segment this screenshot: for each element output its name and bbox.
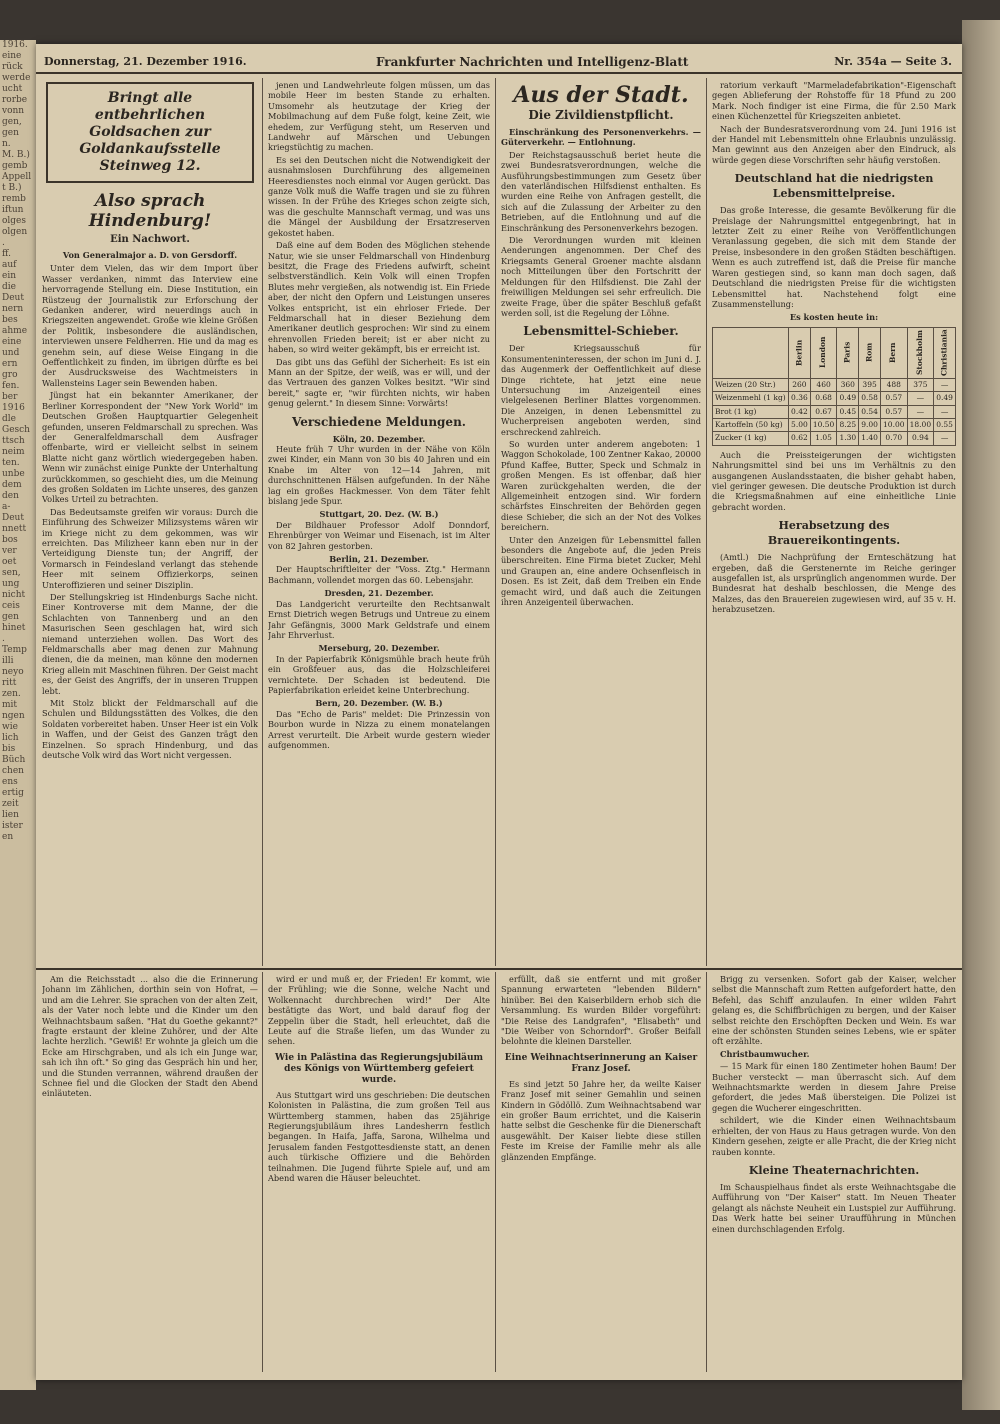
table-cell: 5.00: [789, 418, 811, 431]
lower-column-1: [42, 974, 258, 1372]
table-cell: 0.45: [837, 405, 859, 418]
article-subtitle: Ein Nachwort.: [110, 234, 190, 245]
book-spine-edge: [962, 20, 1000, 1410]
table-cell: 0.62: [789, 432, 811, 445]
article-title-zivildienst: Die Zivildienstpflicht.: [528, 108, 674, 122]
table-cell: —: [934, 378, 956, 391]
lower-column-4: [712, 974, 956, 1372]
paragraph: Das gibt uns das Gefühl der Sicherheit: Es ist ein Mann an der Spitze, der weiß, was er will, und der das Vertrauen des ganzen Volkes besitzt. "Wir sind bereit," sagte er, "wir fürchten nichts, wir haben genug gelernt." In diesem Sinne: Vorwärts!: [268, 356, 490, 409]
table-cell: 8.25: [837, 418, 859, 431]
paragraph: — 15 Mark für einen 180 Zentimeter hohen Baum! Der Bucher versteckt — man überrascht sich. Auf dem Weihnachtsmarkte werden in diesem Jahre Preise gefordert, die jedes Maß übersteigen. Die Polizei ist gegen die Wucherer eingeschritten.: [712, 1061, 956, 1113]
table-header-city: London: [810, 327, 837, 378]
article-title-brauerei: Herabsetzung des Brauereikontingents.: [767, 519, 901, 548]
table-cell: —: [907, 392, 934, 405]
article-title-christbaum: Christbaumwucher.: [720, 1048, 810, 1059]
news-item-dateline: Stuttgart, 20. Dez. (W. B.): [319, 509, 439, 520]
table-row: [713, 378, 956, 391]
article-title-palaestina: Wie in Palästina das Regierungsjubiläum des Königs von Württemberg gefeiert wurde.: [274, 1052, 484, 1085]
table-cell: 488: [880, 378, 907, 391]
table-caption: Es kosten heute in:: [789, 312, 879, 323]
paragraph: Der Kriegsausschuß für Konsumenteninteressen, der schon im Juni d. J. das Augenmerk der Oeffentlichkeit auf diese Dinge richtete, hat jetzt eine neue Untersuchung im Anzeigenteil eines vielgelesenen Berliner Blattes vorgenommen. Die Anzeigen, in denen Lebensmittel zu Wucherpreisen angeboten werden, sind erschreckend zahlreich.: [501, 343, 701, 437]
news-item-dateline: Merseburg, 20. Dezember.: [318, 643, 440, 654]
article-author: Von Generalmajor a. D. von Gersdorff.: [62, 250, 238, 260]
table-cell: —: [934, 405, 956, 418]
table-row-label: Brot (1 kg): [713, 405, 789, 418]
table-header-city: Stockholm: [907, 327, 934, 378]
paragraph: (Amtl.) Die Nachprüfung der Ernteschätzung hat ergeben, daß die Gerstenernte im Reiche geringer ausgefallen ist, als ursprünglich angenommen wurde. Der Bundesrat hat deshalb beschlossen, die Menge des Malzes, das den Brauereien zugewiesen wird, auf 35 v. H. herabzusetzen.: [712, 552, 956, 615]
paragraph: Daß eine auf dem Boden des Möglichen stehende Natur, wie sie unser Feldmarschall von Hindenburg besitzt, die Frage des Friedens aufwirft, scheint selbstverständlich. Kein Volk will einen Tropfen Blutes mehr vergießen, als notwendig ist. Ein Friede aber, der nicht den Opfern und Leistungen unseres Volkes entspricht, ist ein ehrloser Friede. Der Feldmarschall hat in dieser Beziehung dem Amerikaner deutlich gesprochen: Wir sind zu einem ehrenvollen Frieden bereit; ist er aber nicht zu haben, so wird weiter gekämpft, bis er erreicht ist.: [268, 240, 490, 355]
paragraph: Der Reichstagsausschuß beriet heute die zwei Bundesratsverordnungen, welche die Ausführungsbestimmungen zum Gesetz über den vaterländischen Hilfsdienst enthalten. Es wurden eine Reihe von Anfragen gestellt, die sich auf die Zulassung der Arbeiter zu den Betrieben, auf die Entlohnung und auf die Einschränkung des Personenverkehrs bezogen.: [501, 149, 701, 233]
paragraph: Unter dem Vielen, das wir dem Import über Wasser verdanken, nimmt das Interview eine hervorragende Stellung ein. Diese Institution, ein Rüstzeug der Journalistik zur Erforschung der Gedanken anderer, wird neuerdings auch in Kriegszeiten angewendet. Große wie kleine Größen der Politik, insbesondere die ausländischen, interviewen unsere Feldherren. Hie und da mag es genehm sein, auf diese Weise Eingang in die Oeffentlichkeit zu finden, im übrigen dürfte es bei der Ausdrucksweise des Wachtmeisters in Wallensteins Lager sein Bewenden haben.: [42, 263, 258, 388]
table-row: [713, 405, 956, 418]
table-cell: 375: [907, 378, 934, 391]
table-cell: 395: [859, 378, 881, 391]
section-title-stadt: Aus der Stadt.: [513, 82, 689, 108]
news-items-list: [268, 434, 490, 751]
table-header-city: Paris: [837, 327, 859, 378]
table-cell: 0.49: [837, 392, 859, 405]
issue-date: Donnerstag, 21. Dezember 1916.: [44, 55, 247, 68]
table-header-city: Berlin: [789, 327, 811, 378]
table-row-label: Zucker (1 kg): [713, 432, 789, 445]
table-cell: 0.49: [934, 392, 956, 405]
paragraph: Im Schauspielhaus findet als erste Weihnachtsgabe die Aufführung von "Der Kaiser" statt. Im Neuen Theater gelangt als nächste Neuheit ein Lustspiel zur Aufführung. Das Werk hatte bei seiner Uraufführung in München einen durchschlagenden Erfolg.: [712, 1181, 956, 1234]
article-title-schieber: Lebensmittel-Schieber.: [523, 324, 679, 339]
paragraph: Jüngst hat ein bekannter Amerikaner, der Berliner Korrespondent der "New York World" im Deutschen Großen Hauptquartier Gelegenheit gefunden, unseren Feldmarschall zu sprechen. Was der Generalfeldmarschall dem Ausfrager offenbarte, wird er vielleicht selbst in seinem Blatte nicht ganz wörtlich wiedergegeben haben. Wenn wir zunächst einige Punkte der Unterhaltung zurückkommen, so geschieht dies, um die Meinung des großen Soldaten im Lichte unseres, des ganzen Volkes Urteil zu betrachten.: [42, 390, 258, 505]
table-row-label: Kartoffeln (50 kg): [713, 418, 789, 431]
table-cell: 0.36: [789, 392, 811, 405]
article-title-meldungen: Verschiedene Meldungen.: [292, 414, 466, 429]
paragraph: Es sind jetzt 50 Jahre her, da weilte Kaiser Franz Josef mit seiner Gemahlin und seinen Kindern in Gödöllö. Zum Weihnachtsabend war ein großer Baum errichtet, und die Kaiserin hatte selbst die Geschenke für die Dienerschaft ausgewählt. Der Kaiser liebte diese stillen Feste im Kreise der Familie mehr als alle glänzenden Empfänge.: [501, 1078, 701, 1162]
table-header-city: Bern: [880, 327, 907, 378]
table-cell: 1.30: [837, 432, 859, 445]
news-item-dateline: Berlin, 21. Dezember.: [329, 554, 429, 565]
paragraph: So wurden unter anderem angeboten: 1 Waggon Schokolade, 100 Zentner Kakao, 20000 Pfund Kaffee, Butter, Speck und Schmalz in großen Mengen. Es ist offenbar, daß hier Waren zurückgehalten werden, die der Allgemeinheit entzogen sind. Wir fordern schärfstes Einschreiten der Behörden gegen diese Schieber, die sich an der Not des Volkes bereichern.: [501, 438, 701, 533]
paragraph: wird er und muß er, der Frieden! Er kommt, wie der Frühling; wie die Sonne, welche Nacht und Wolkennacht durchbrechen wird!" Der Alte bestätigte das Wort, und bald darauf flog der Zeppelin über die Stadt, hell erleuchtet, daß die Leute auf die Straße liefen, um das Wunder zu sehen.: [268, 974, 490, 1047]
paragraph: Am die Reichsstadt ... also die die Erinnerung Johann im Zählichen, dorthin sein von Hofrat, — und am die Lehrer. Sie sprachen von der alten Zeit, als der Vater noch lebte und die Kinder um den Weihnachtsbaum saßen. "Hat du Goethe gekannt?" fragte erstaunt der kleine Zuhörer, und der Alte lachte herzlich. "Gewiß! Er wohnte ja gleich um die Ecke am Hirschgraben, und als ich ein Junge war, sah ich ihn oft." So ging das Gespräch hin und her, und die Stunden verrannen, während draußen der Schnee fiel und die Glocken der Stadt den Abend einläuteten.: [42, 974, 258, 1099]
lower-column-3: [501, 974, 701, 1372]
masthead: [36, 52, 962, 74]
paragraph: schildert, wie die Kinder einen Weihnachtsbaum erhielten, der von Haus zu Haus getragen wurde. Von den Kindern gesehen, zeigte er alle Pracht, die der Krieg nicht rauben konnte.: [712, 1115, 956, 1157]
column-1: [42, 80, 258, 964]
table-row: [713, 392, 956, 405]
price-comparison-table: [712, 327, 956, 446]
news-item-text: Der Hauptschriftleiter der "Voss. Ztg." Hermann Bachmann, vollendet morgen das 60. Lebensjahr.: [268, 564, 490, 585]
news-item-dateline: Bern, 20. Dezember. (W. B.): [315, 698, 443, 709]
table-cell: 0.57: [880, 405, 907, 418]
paragraph: Aus Stuttgart wird uns geschrieben: Die deutschen Kolonisten in Palästina, die zum großen Teil aus Württemberg stammen, haben das 25jährige Regierungsjubiläum ihres Landesherrn festlich begangen. In Haifa, Jaffa, Sarona, Wilhelma und Jerusalem fanden Festgottesdienste statt, an denen auch türkische Offiziere und die Behörden teilnahmen. Die Jugend führte Spiele auf, und am Abend waren die Häuser beleuchtet.: [268, 1089, 490, 1184]
paragraph: Unter den Anzeigen für Lebensmittel fallen besonders die Angebote auf, die jeden Preis überschreiten. Eine Firma bietet Zucker, Mehl und Graupen an, eine andere Ochsenfleisch in Dosen. Es ist Zeit, daß dem Treiben ein Ende gemacht wird, und daß auch die Zeitungen ihren Anzeigenteil überwachen.: [501, 534, 701, 608]
news-item-text: Das Landgericht verurteilte den Rechtsanwalt Ernst Dietrich wegen Betrugs und Untreue zu einem Jahr Gefängnis, 3000 Mark Geldstrafe und einem Jahr Ehrverlust.: [268, 598, 490, 640]
table-header-city: Rom: [859, 327, 881, 378]
table-cell: 1.40: [859, 432, 881, 445]
news-item-dateline: Dresden, 21. Dezember.: [324, 588, 434, 599]
news-item-text: Heute früh 7 Uhr wurden in der Nähe von Köln zwei Kinder, ein Mann von 30 bis 40 Jahren und ein Knabe im Alter von 12—14 Jahren, mit durchschnittenen Hälsen aufgefunden. In der Nähe lag ein großes Hackmesser. Von dem Täter fehlt bislang jede Spur.: [268, 444, 490, 507]
adjacent-page-edge-left: 1916. eine rück werde ucht rorbe vonn gen, gen n. M. B.) gemb Appell t B.) remb iftun olges olgen . ff. auf ein die Deut nern bes ahme eine und ern gro fen. ber 1916 dle Gesch ttsch neim ten. unbe dem den a- Deut nnett bos ver oet sen, ung nicht ceis gen hinet . Temp illi neyo ritt zen. mit ngen wie lich bis Büch chen ens ertig zeit lien ister en: [0, 40, 36, 1390]
news-item-dateline: Köln, 20. Dezember.: [332, 433, 426, 444]
paragraph: Auch die Preissteigerungen der wichtigsten Nahrungsmittel sind bei uns im Verhältnis zu den ausgangenen Auslandsstaaten, die bisher gehabt haben, viel geringer gewesen. Die deutsche Produktion ist durch die Kriegsmaßnahmen auf eine einheitliche Linie gebracht worden.: [712, 449, 956, 512]
table-header-city: Christiania: [934, 327, 956, 378]
news-item-text: In der Papierfabrik Königsmühle brach heute früh ein Großfeuer aus, das die Holzschleiferei vernichtete. Der Schaden ist bedeutend. Die Papierfabrikation erleidet keine Unterbrechung.: [268, 653, 490, 695]
table-cell: 0.67: [810, 405, 837, 418]
table-row-label: Weizenmehl (1 kg): [713, 392, 789, 405]
paragraph: Der Stellungskrieg ist Hindenburgs Sache nicht. Einer Kontroverse mit dem Manne, der die Schlachten von Tannenberg und an den Masurischen Seen geschlagen hat, wird sich niemand unterziehen wollen. Das Wort des Feldmarschalls aber mag denen zur Mahnung dienen, die da meinen, man könne den modernen Krieg allein mit Maschinen führen. Der Geist macht es, der Geist des Angriffs, der in unseren Truppen lebt.: [42, 592, 258, 696]
article-title-hindenburg: Also sprach Hindenburg!: [88, 191, 212, 231]
paragraph: Das große Interesse, die gesamte Bevölkerung für die Preislage der Nahrungsmittel entgegenbringt, hat in letzter Zeit zu einer Reihe von Veröffentlichungen Veranlassung gegeben, die sich mit dem Stande der Preise, insbesondere in den großen Städten beschäftigen. Wenn es auch zutreffend ist, daß die Preise für manche Waren gestiegen sind, so kann man doch sagen, daß Deutschland die niedrigsten Preise für die wichtigsten Lebensmittel hat. Nachstehend folgt eine Zusammenstellung:: [712, 205, 956, 309]
gold-collection-ad: Bringt alle entbehrlichen Goldsachen zur Goldankaufsstelle Steinweg 12.: [46, 82, 254, 183]
article-lead: Einschränkung des Personenverkehrs. — Güterverkehr. — Entlohnung.: [501, 127, 701, 148]
news-item-text: Das "Echo de Paris" meldet: Die Prinzessin von Bourbon wurde in Nizza zu einem monatelangen Arrest verurteilt. Die Arbeit wurde gestern wieder aufgenommen.: [268, 708, 490, 750]
table-cell: 0.55: [934, 418, 956, 431]
column-3: [501, 80, 701, 964]
table-row: [713, 418, 956, 431]
table-cell: 0.57: [880, 392, 907, 405]
page-number: Nr. 354a — Seite 3.: [834, 55, 952, 68]
table-cell: —: [907, 405, 934, 418]
table-row: [713, 432, 956, 445]
article-title-theater: Kleine Theaternachrichten.: [748, 1163, 920, 1177]
paragraph: Es sei den Deutschen nicht die Notwendigkeit der ausnahmslosen Durchführung des allgemeinen Heeresdienstes noch einmal vor Augen gerückt. Das ganze Volk muß die Waffe tragen und sie zu führen wissen. In der Frühe des Krieges schon zeigte sich, was die geschulte Mannschaft vermag, und was uns die Mängel der Ausbildung der Ersatzreserven gekostet haben.: [268, 154, 490, 238]
table-cell: 0.68: [810, 392, 837, 405]
paragraph: Das Bedeutsamste greifen wir voraus: Durch die Einführung des Schweizer Milizsystems wären wir im Kriege nicht zu dem gekommen, was wir erreichten. Das Milizheer kann eben nur in der Verteidigung Dienste tun; der Angriff, der Vormarsch in Feindesland verlangt das stehende Heer mit seinem Offizierkorps, seinen Unteroffizieren und seiner Disziplin.: [42, 506, 258, 590]
paragraph: erfüllt, daß sie entfernt und mit großer Spannung erwarteten "lebenden Bildern" hinüber. Bei den Kaiserbildern erhob sich die Versammlung. Es wurden Bilder vorgeführt: "Die Reise des Landgrafen", "Elisabeth" und "Die Weiber von Schorndorf". Großer Beifall belohnte die kleinen Darsteller.: [501, 974, 701, 1047]
table-cell: 360: [837, 378, 859, 391]
newspaper-page: [36, 44, 962, 1380]
lower-column-2: [268, 974, 490, 1372]
table-cell: 0.54: [859, 405, 881, 418]
column-4: [712, 80, 956, 964]
table-cell: 10.00: [880, 418, 907, 431]
column-2: [268, 80, 490, 964]
table-cell: 9.00: [859, 418, 881, 431]
paragraph: Nach der Bundesratsverordnung vom 24. Juni 1916 ist der Handel mit Lebensmitteln ohne Erlaubnis unzulässig. Man gewinnt aus den Anzeigen aber den Eindruck, als würde gegen diese Vorschriften sehr häufig verstoßen.: [712, 123, 956, 165]
table-cell: 0.42: [789, 405, 811, 418]
paragraph: Brigg zu versenken. Sofort gab der Kaiser, welcher selbst die Mannschaft zum Retten aufgefordert hatte, den Befehl, das Schiff anzulaufen. In einer wilden Fahrt gelang es, die Schiffbrüchigen zu bergen, und der Kaiser selbst reichte den Erschöpften Decken und Wein. Es war eine der schönsten Stunden seines Lebens, wie er später oft erzählte.: [712, 974, 956, 1047]
paragraph: jenen und Landwehrleute folgen müssen, um das mobile Heer im besten Stande zu erhalten. Umsomehr als heutzutage der Krieg der Mobilmachung auf dem Fuße folgt, keine Zeit, wie ehedem, zur Verfügung steht, um Reserven und Landwehr auf Märschen und Uebungen kriegstüchtig zu machen.: [268, 80, 490, 153]
table-cell: 0.70: [880, 432, 907, 445]
table-cell: 1.05: [810, 432, 837, 445]
paragraph: ratorium verkauft "Marmeladefabrikation"-Eigenschaft gegen Ablieferung der Rohstoffe für 18 Pfund zu 200 Mark. Noch findiger ist eine Firma, die für 2.50 Mark einen Küchenzettel für Kriegszeiten anbietet.: [712, 80, 956, 122]
paragraph: Mit Stolz blickt der Feldmarschall auf die Schulen und Bildungsstätten des Volkes, die den Soldaten vorbereitet haben. Unser Heer ist ein Volk in Waffen, und der Geist des Ganzen trägt den Einzelnen. So sprach Hindenburg, und das deutsche Volk wird das Wort nicht vergessen.: [42, 698, 258, 761]
table-cell: —: [934, 432, 956, 445]
article-title-lebensmittelpreise: Deutschland hat die niedrigsten Lebensmittelpreise.: [734, 172, 934, 201]
article-title-franz-josef: Eine Weihnachtserinnerung an Kaiser Franz Josef.: [504, 1052, 698, 1074]
newspaper-title: Frankfurter Nachrichten und Intelligenz-Blatt: [376, 55, 689, 69]
table-cell: 0.58: [859, 392, 881, 405]
table-header-empty: [713, 327, 789, 378]
table-row-label: Weizen (20 Str.): [713, 378, 789, 391]
section-divider: [36, 968, 962, 970]
table-cell: 10.50: [810, 418, 837, 431]
table-cell: 460: [810, 378, 837, 391]
news-item-text: Der Bildhauer Professor Adolf Donndorf, Ehrenbürger von Weimar und Eisenach, ist im Alter von 82 Jahren gestorben.: [268, 519, 490, 551]
table-cell: 260: [789, 378, 811, 391]
paragraph: Die Verordnungen wurden mit kleinen Aenderungen angenommen. Der Chef des Kriegsamts General Groener machte alsdann noch Mitteilungen über den Fortschritt der Meldungen für den Hilfsdienst. Die Zahl der freiwilligen Meldungen sei sehr erfreulich. Die zweite Frage, über die später Beschluß gefaßt werden soll, ist die Regelung der Löhne.: [501, 235, 701, 318]
table-cell: 18.00: [907, 418, 934, 431]
table-cell: 0.94: [907, 432, 934, 445]
